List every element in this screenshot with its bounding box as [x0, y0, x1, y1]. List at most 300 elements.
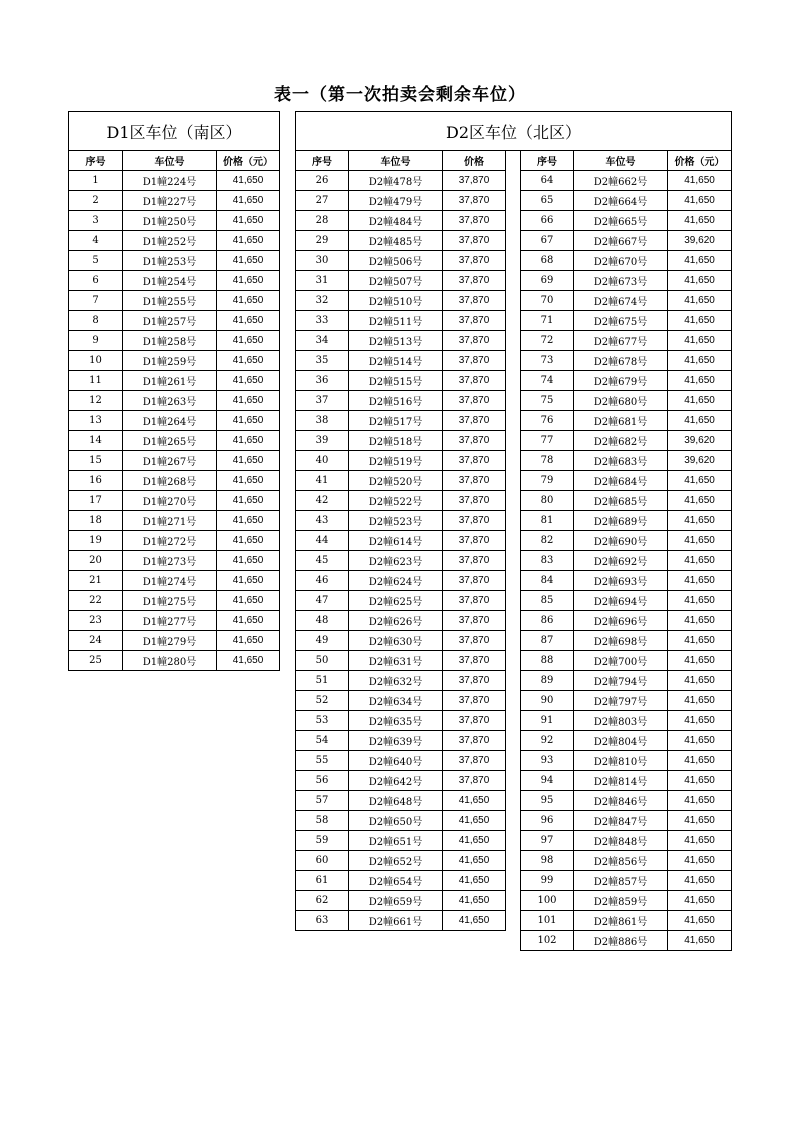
table-row [69, 511, 280, 531]
cell-price: 37,870 [443, 711, 506, 731]
table-row [69, 411, 280, 431]
column-header-index: 序号 [69, 151, 123, 171]
column-header-price: 价格（元） [668, 151, 732, 171]
cell-price: 37,870 [443, 771, 506, 791]
cell-space: D2幢675号 [574, 311, 668, 331]
column-gap [506, 651, 521, 671]
table-row [296, 171, 732, 191]
cell-index: 29 [296, 231, 349, 251]
cell-index: 33 [296, 311, 349, 331]
cell-price: 39,620 [668, 451, 732, 471]
cell-index: 12 [69, 391, 123, 411]
cell-index: 36 [296, 371, 349, 391]
cell-price: 41,650 [217, 511, 280, 531]
column-header-space: 车位号 [574, 151, 668, 171]
cell-price: 41,650 [668, 291, 732, 311]
cell-index: 82 [521, 531, 574, 551]
cell-price: 41,650 [217, 331, 280, 351]
cell-space: D1幢253号 [123, 251, 217, 271]
table-row [296, 191, 732, 211]
cell-space: D2幢797号 [574, 691, 668, 711]
cell-index: 16 [69, 471, 123, 491]
cell-index: 35 [296, 351, 349, 371]
cell-price: 37,870 [443, 331, 506, 351]
cell-price: 41,650 [217, 391, 280, 411]
cell-price: 37,870 [443, 531, 506, 551]
cell-index: 15 [69, 451, 123, 471]
cell-index: 10 [69, 351, 123, 371]
table-row [69, 631, 280, 651]
column-gap [506, 231, 521, 251]
cell-price: 41,650 [668, 931, 732, 951]
cell-price: 41,650 [217, 271, 280, 291]
empty-cell [296, 931, 349, 951]
cell-index: 32 [296, 291, 349, 311]
cell-space: D2幢640号 [349, 751, 443, 771]
table-row [296, 451, 732, 471]
cell-price: 37,870 [443, 431, 506, 451]
cell-price: 41,650 [668, 211, 732, 231]
cell-space: D1幢227号 [123, 191, 217, 211]
cell-price: 41,650 [217, 611, 280, 631]
table-row [69, 251, 280, 271]
table-row [296, 611, 732, 631]
table-row [296, 291, 732, 311]
cell-price: 41,650 [217, 251, 280, 271]
cell-index: 70 [521, 291, 574, 311]
table-row [69, 371, 280, 391]
cell-space: D2幢514号 [349, 351, 443, 371]
cell-price: 37,870 [443, 491, 506, 511]
cell-price: 41,650 [668, 631, 732, 651]
cell-space: D1幢261号 [123, 371, 217, 391]
column-gap [506, 171, 521, 191]
cell-price: 37,870 [443, 691, 506, 711]
cell-price: 41,650 [668, 531, 732, 551]
cell-index: 1 [69, 171, 123, 191]
cell-price: 41,650 [668, 771, 732, 791]
cell-space: D2幢634号 [349, 691, 443, 711]
table-row [296, 651, 732, 671]
cell-space: D2幢700号 [574, 651, 668, 671]
cell-space: D2幢507号 [349, 271, 443, 291]
cell-price: 41,650 [668, 711, 732, 731]
column-header-index: 序号 [521, 151, 574, 171]
cell-index: 92 [521, 731, 574, 751]
cell-index: 42 [296, 491, 349, 511]
column-gap [506, 251, 521, 271]
cell-space: D2幢690号 [574, 531, 668, 551]
table-row [296, 771, 732, 791]
cell-space: D2幢692号 [574, 551, 668, 571]
table-row [296, 751, 732, 771]
cell-space: D1幢273号 [123, 551, 217, 571]
cell-index: 81 [521, 511, 574, 531]
cell-index: 87 [521, 631, 574, 651]
cell-price: 41,650 [443, 831, 506, 851]
cell-index: 60 [296, 851, 349, 871]
cell-space: D1幢275号 [123, 591, 217, 611]
table-row [296, 391, 732, 411]
cell-index: 100 [521, 891, 574, 911]
cell-index: 91 [521, 711, 574, 731]
table-row [296, 571, 732, 591]
table-row [296, 851, 732, 871]
cell-price: 37,870 [443, 311, 506, 331]
cell-space: D2幢674号 [574, 291, 668, 311]
column-gap [506, 691, 521, 711]
cell-price: 37,870 [443, 591, 506, 611]
cell-index: 63 [296, 911, 349, 931]
cell-space: D2幢661号 [349, 911, 443, 931]
cell-price: 41,650 [668, 371, 732, 391]
column-gap [506, 711, 521, 731]
cell-price: 41,650 [668, 851, 732, 871]
cell-space: D2幢513号 [349, 331, 443, 351]
cell-price: 41,650 [217, 351, 280, 371]
table-row [296, 891, 732, 911]
cell-price: 41,650 [443, 791, 506, 811]
cell-index: 4 [69, 231, 123, 251]
cell-index: 46 [296, 571, 349, 591]
cell-price: 41,650 [217, 231, 280, 251]
empty-cell [349, 931, 443, 951]
cell-price: 37,870 [443, 271, 506, 291]
table-row [69, 531, 280, 551]
cell-space: D2幢632号 [349, 671, 443, 691]
cell-space: D2幢685号 [574, 491, 668, 511]
table-row [69, 211, 280, 231]
table-row [296, 251, 732, 271]
cell-price: 41,650 [668, 911, 732, 931]
cell-index: 101 [521, 911, 574, 931]
cell-space: D2幢810号 [574, 751, 668, 771]
cell-index: 25 [69, 651, 123, 671]
cell-index: 47 [296, 591, 349, 611]
cell-index: 7 [69, 291, 123, 311]
table-row [296, 831, 732, 851]
cell-price: 41,650 [668, 551, 732, 571]
cell-index: 30 [296, 251, 349, 271]
cell-index: 48 [296, 611, 349, 631]
cell-index: 31 [296, 271, 349, 291]
column-header-space: 车位号 [123, 151, 217, 171]
cell-space: D2幢673号 [574, 271, 668, 291]
table-row [69, 171, 280, 191]
column-gap [506, 931, 521, 951]
column-gap [506, 551, 521, 571]
cell-price: 41,650 [668, 571, 732, 591]
cell-price: 41,650 [668, 731, 732, 751]
cell-price: 39,620 [668, 231, 732, 251]
table-row [69, 491, 280, 511]
cell-price: 41,650 [668, 491, 732, 511]
table-row [296, 431, 732, 451]
cell-space: D2幢510号 [349, 291, 443, 311]
cell-price: 37,870 [443, 611, 506, 631]
cell-space: D2幢523号 [349, 511, 443, 531]
cell-index: 50 [296, 651, 349, 671]
cell-price: 37,870 [443, 571, 506, 591]
cell-price: 41,650 [217, 431, 280, 451]
table-row [296, 211, 732, 231]
table-row [296, 931, 732, 951]
column-gap [506, 891, 521, 911]
cell-space: D1幢250号 [123, 211, 217, 231]
cell-price: 41,650 [217, 211, 280, 231]
table-row [69, 351, 280, 371]
cell-price: 41,650 [668, 251, 732, 271]
cell-space: D2幢659号 [349, 891, 443, 911]
column-header-index: 序号 [296, 151, 349, 171]
cell-space: D1幢268号 [123, 471, 217, 491]
cell-price: 41,650 [443, 811, 506, 831]
table-row [296, 691, 732, 711]
column-header-price: 价格（元） [217, 151, 280, 171]
table-row [69, 551, 280, 571]
cell-price: 41,650 [217, 531, 280, 551]
cell-space: D2幢684号 [574, 471, 668, 491]
cell-space: D2幢689号 [574, 511, 668, 531]
column-gap [506, 671, 521, 691]
cell-index: 5 [69, 251, 123, 271]
cell-space: D2幢623号 [349, 551, 443, 571]
cell-price: 41,650 [443, 851, 506, 871]
cell-price: 41,650 [217, 371, 280, 391]
cell-price: 37,870 [443, 671, 506, 691]
column-gap [506, 791, 521, 811]
table-row [69, 271, 280, 291]
cell-price: 41,650 [668, 391, 732, 411]
cell-price: 39,620 [668, 431, 732, 451]
cell-price: 41,650 [668, 471, 732, 491]
cell-space: D2幢484号 [349, 211, 443, 231]
cell-space: D2幢630号 [349, 631, 443, 651]
column-gap [506, 331, 521, 351]
cell-price: 37,870 [443, 231, 506, 251]
column-header-space: 车位号 [349, 151, 443, 171]
column-gap [506, 271, 521, 291]
cell-index: 66 [521, 211, 574, 231]
cell-price: 41,650 [668, 511, 732, 531]
cell-space: D2幢520号 [349, 471, 443, 491]
cell-price: 41,650 [443, 911, 506, 931]
cell-space: D2幢861号 [574, 911, 668, 931]
table-row [69, 571, 280, 591]
cell-index: 54 [296, 731, 349, 751]
cell-space: D2幢680号 [574, 391, 668, 411]
cell-space: D2幢677号 [574, 331, 668, 351]
cell-space: D2幢506号 [349, 251, 443, 271]
column-gap [506, 371, 521, 391]
cell-index: 95 [521, 791, 574, 811]
column-gap [506, 571, 521, 591]
cell-price: 41,650 [443, 891, 506, 911]
cell-price: 37,870 [443, 411, 506, 431]
column-gap [506, 771, 521, 791]
cell-space: D1幢271号 [123, 511, 217, 531]
cell-price: 41,650 [217, 571, 280, 591]
table-row [296, 411, 732, 431]
cell-price: 37,870 [443, 471, 506, 491]
cell-price: 37,870 [443, 371, 506, 391]
cell-space: D2幢678号 [574, 351, 668, 371]
cell-index: 2 [69, 191, 123, 211]
cell-space: D2幢856号 [574, 851, 668, 871]
cell-index: 97 [521, 831, 574, 851]
cell-price: 41,650 [668, 691, 732, 711]
column-gap [506, 811, 521, 831]
cell-index: 72 [521, 331, 574, 351]
cell-space: D1幢252号 [123, 231, 217, 251]
table-row [296, 371, 732, 391]
cell-space: D1幢224号 [123, 171, 217, 191]
cell-space: D2幢804号 [574, 731, 668, 751]
column-gap [506, 591, 521, 611]
cell-price: 41,650 [668, 351, 732, 371]
cell-index: 37 [296, 391, 349, 411]
cell-index: 19 [69, 531, 123, 551]
cell-index: 85 [521, 591, 574, 611]
cell-price: 37,870 [443, 211, 506, 231]
column-header-price: 价格 [443, 151, 506, 171]
cell-price: 37,870 [443, 651, 506, 671]
cell-space: D2幢679号 [574, 371, 668, 391]
cell-index: 24 [69, 631, 123, 651]
cell-space: D1幢255号 [123, 291, 217, 311]
cell-index: 64 [521, 171, 574, 191]
table-row [296, 231, 732, 251]
cell-price: 41,650 [217, 191, 280, 211]
table-row [296, 911, 732, 931]
cell-space: D2幢681号 [574, 411, 668, 431]
table-row [296, 311, 732, 331]
column-gap [506, 311, 521, 331]
cell-index: 89 [521, 671, 574, 691]
column-gap [506, 751, 521, 771]
cell-price: 41,650 [217, 411, 280, 431]
column-gap [506, 871, 521, 891]
column-gap [506, 731, 521, 751]
cell-space: D1幢272号 [123, 531, 217, 551]
cell-index: 67 [521, 231, 574, 251]
cell-index: 18 [69, 511, 123, 531]
cell-price: 37,870 [443, 551, 506, 571]
cell-index: 39 [296, 431, 349, 451]
cell-space: D2幢479号 [349, 191, 443, 211]
table-row [69, 331, 280, 351]
table-row [296, 671, 732, 691]
cell-price: 41,650 [217, 471, 280, 491]
table-row [296, 271, 732, 291]
cell-space: D1幢263号 [123, 391, 217, 411]
cell-index: 28 [296, 211, 349, 231]
cell-space: D1幢280号 [123, 651, 217, 671]
cell-space: D2幢664号 [574, 191, 668, 211]
cell-index: 34 [296, 331, 349, 351]
cell-index: 59 [296, 831, 349, 851]
cell-space: D2幢635号 [349, 711, 443, 731]
cell-space: D2幢515号 [349, 371, 443, 391]
cell-index: 71 [521, 311, 574, 331]
cell-space: D2幢626号 [349, 611, 443, 631]
cell-space: D1幢254号 [123, 271, 217, 291]
cell-space: D2幢652号 [349, 851, 443, 871]
table-row [296, 871, 732, 891]
cell-price: 41,650 [668, 171, 732, 191]
table-row [296, 811, 732, 831]
cell-index: 96 [521, 811, 574, 831]
cell-index: 40 [296, 451, 349, 471]
cell-space: D2幢650号 [349, 811, 443, 831]
table-row [69, 611, 280, 631]
cell-price: 41,650 [668, 811, 732, 831]
cell-price: 41,650 [217, 291, 280, 311]
cell-index: 17 [69, 491, 123, 511]
cell-price: 41,650 [668, 311, 732, 331]
cell-price: 41,650 [668, 271, 732, 291]
cell-index: 77 [521, 431, 574, 451]
cell-space: D2幢614号 [349, 531, 443, 551]
table-row [69, 651, 280, 671]
cell-index: 75 [521, 391, 574, 411]
cell-price: 41,650 [217, 551, 280, 571]
cell-price: 37,870 [443, 291, 506, 311]
table-row [69, 431, 280, 451]
cell-space: D2幢517号 [349, 411, 443, 431]
cell-price: 41,650 [668, 331, 732, 351]
cell-space: D1幢259号 [123, 351, 217, 371]
cell-index: 58 [296, 811, 349, 831]
cell-price: 37,870 [443, 171, 506, 191]
cell-index: 45 [296, 551, 349, 571]
cell-index: 88 [521, 651, 574, 671]
cell-index: 13 [69, 411, 123, 431]
cell-index: 61 [296, 871, 349, 891]
cell-space: D1幢270号 [123, 491, 217, 511]
cell-price: 37,870 [443, 251, 506, 271]
cell-space: D2幢694号 [574, 591, 668, 611]
cell-space: D1幢258号 [123, 331, 217, 351]
cell-space: D1幢277号 [123, 611, 217, 631]
d1-header: D1区车位（南区） [69, 112, 280, 151]
column-gap [506, 911, 521, 931]
cell-index: 27 [296, 191, 349, 211]
cell-space: D2幢683号 [574, 451, 668, 471]
cell-index: 52 [296, 691, 349, 711]
cell-index: 41 [296, 471, 349, 491]
cell-index: 86 [521, 611, 574, 631]
cell-price: 41,650 [668, 671, 732, 691]
cell-space: D1幢267号 [123, 451, 217, 471]
column-gap [506, 391, 521, 411]
page-title: 表一（第一次拍卖会剩余车位） [274, 85, 526, 105]
cell-index: 9 [69, 331, 123, 351]
cell-space: D2幢654号 [349, 871, 443, 891]
cell-price: 41,650 [217, 171, 280, 191]
cell-space: D2幢639号 [349, 731, 443, 751]
cell-index: 51 [296, 671, 349, 691]
table-row [69, 191, 280, 211]
table-row [296, 551, 732, 571]
cell-space: D1幢279号 [123, 631, 217, 651]
cell-space: D1幢264号 [123, 411, 217, 431]
cell-space: D2幢698号 [574, 631, 668, 651]
cell-price: 37,870 [443, 191, 506, 211]
column-gap [506, 611, 521, 631]
table-row [296, 531, 732, 551]
table-row [296, 631, 732, 651]
